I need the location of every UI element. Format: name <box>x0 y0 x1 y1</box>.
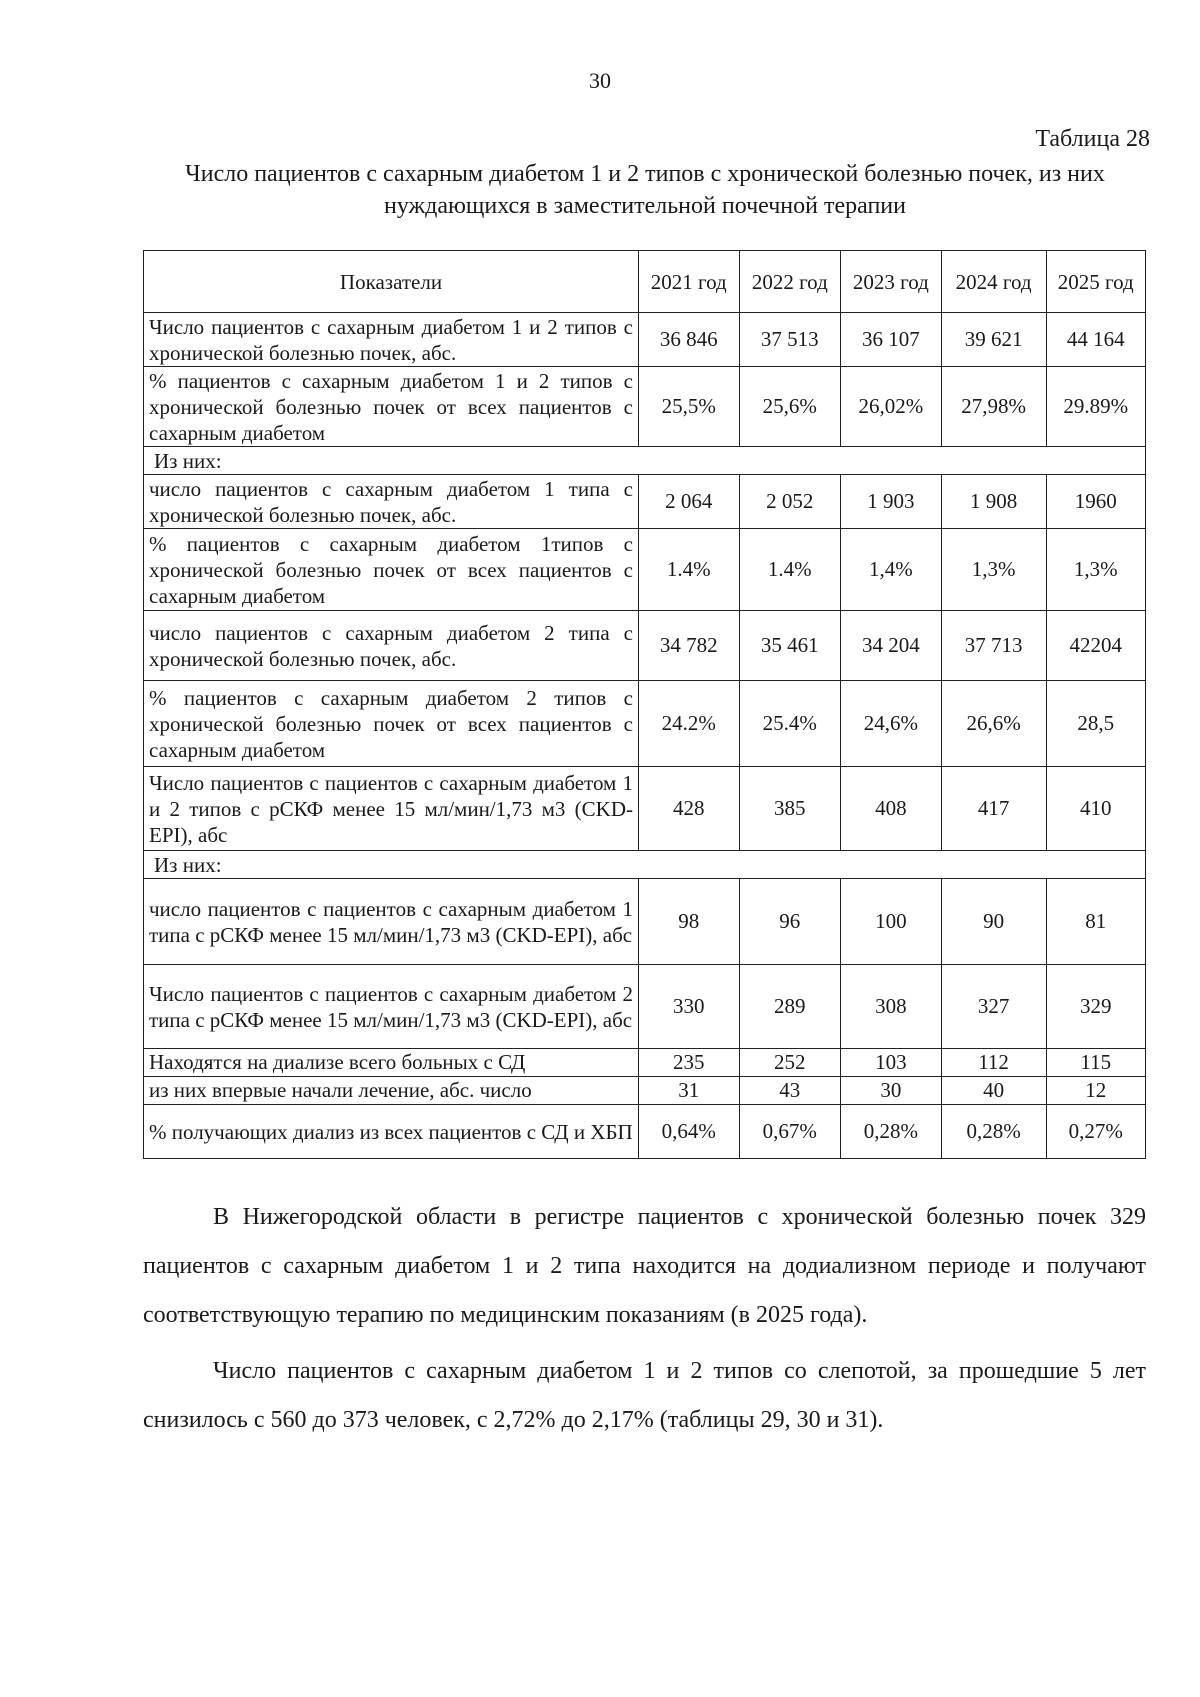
page-number: 30 <box>589 68 611 93</box>
row-value: 0,67% <box>739 1105 841 1159</box>
row-value: 252 <box>739 1049 841 1077</box>
row-label: число пациентов с сахарным диабетом 2 типа с хронической болезнью почек, абс. <box>144 611 639 681</box>
row-value: 36 846 <box>638 313 739 367</box>
header-year-2023: 2023 год <box>841 251 942 313</box>
table-row <box>144 313 1146 367</box>
row-value: 36 107 <box>841 313 942 367</box>
row-value: 34 782 <box>638 611 739 681</box>
row-value: 40 <box>941 1077 1046 1105</box>
row-value: 1,3% <box>941 529 1046 611</box>
row-value: 81 <box>1046 879 1145 965</box>
row-value: 96 <box>739 879 841 965</box>
row-label: число пациентов с сахарным диабетом 1 типа с хронической болезнью почек, абс. <box>144 475 639 529</box>
row-value: 98 <box>638 879 739 965</box>
row-value: 1.4% <box>638 529 739 611</box>
body-text <box>143 1193 1146 1452</box>
row-value: 12 <box>1046 1077 1145 1105</box>
row-value: 1 908 <box>941 475 1046 529</box>
table-row <box>144 367 1146 447</box>
row-value: 1.4% <box>739 529 841 611</box>
row-label: % пациентов с сахарным диабетом 1 и 2 типов с хронической болезнью почек от всех пациентов с сахарным диабетом <box>144 367 639 447</box>
table-row <box>144 475 1146 529</box>
row-value: 330 <box>638 965 739 1049</box>
row-value: 42204 <box>1046 611 1145 681</box>
row-value: 385 <box>739 767 841 851</box>
row-value: 103 <box>841 1049 942 1077</box>
row-value: 115 <box>1046 1049 1145 1077</box>
row-value: 39 621 <box>941 313 1046 367</box>
row-value: 37 713 <box>941 611 1046 681</box>
row-value: 0,28% <box>941 1105 1046 1159</box>
data-table <box>143 250 1146 1159</box>
table-title: Число пациентов с сахарным диабетом 1 и 2 типов с хронической болезнью почек, из них нуждающихся в заместительной почечной терапии <box>185 161 1105 219</box>
row-value: 428 <box>638 767 739 851</box>
table-row <box>144 965 1146 1049</box>
paragraph: Число пациентов с сахарным диабетом 1 и 2 типов со слепотой, за прошедшие 5 лет снизилось с 560 до 373 человек, с 2,72% до 2,17% (таблицы 29, 30 и 31). <box>143 1358 1146 1433</box>
header-label: Показатели <box>144 251 639 313</box>
row-value: 37 513 <box>739 313 841 367</box>
table-row <box>144 767 1146 851</box>
row-value: 112 <box>941 1049 1046 1077</box>
table-row <box>144 529 1146 611</box>
row-value: 2 052 <box>739 475 841 529</box>
row-value: 24,6% <box>841 681 942 767</box>
row-value: 100 <box>841 879 942 965</box>
row-label: Число пациентов с пациентов с сахарным диабетом 1 и 2 типов с рСКФ менее 15 мл/мин/1,73 м3 (CKD-EPI), абс <box>144 767 639 851</box>
row-value: 0,27% <box>1046 1105 1145 1159</box>
row-value: 0,28% <box>841 1105 942 1159</box>
row-value: 31 <box>638 1077 739 1105</box>
row-value: 25,6% <box>739 367 841 447</box>
row-value: 408 <box>841 767 942 851</box>
row-label: Находятся на диализе всего больных с СД <box>144 1049 639 1077</box>
row-value: 30 <box>841 1077 942 1105</box>
row-value: 29.89% <box>1046 367 1145 447</box>
row-value: 2 064 <box>638 475 739 529</box>
subheader-label: Из них: <box>144 851 1146 879</box>
table-row <box>144 1105 1146 1159</box>
row-label: число пациентов с пациентов с сахарным диабетом 1 типа с рСКФ менее 15 мл/мин/1,73 м3 (CKD-EPI), абс <box>144 879 639 965</box>
row-value: 35 461 <box>739 611 841 681</box>
row-label: из них впервые начали лечение, абс. число <box>144 1077 639 1105</box>
subheader-label: Из них: <box>144 447 1146 475</box>
row-value: 34 204 <box>841 611 942 681</box>
table-row <box>144 681 1146 767</box>
row-value: 289 <box>739 965 841 1049</box>
row-value: 235 <box>638 1049 739 1077</box>
row-value: 26,02% <box>841 367 942 447</box>
row-label: Число пациентов с сахарным диабетом 1 и 2 типов с хронической болезнью почек, абс. <box>144 313 639 367</box>
table-header-row <box>144 251 1146 313</box>
header-year-2022: 2022 год <box>739 251 841 313</box>
table-label: Таблица 28 <box>1035 126 1150 152</box>
row-value: 308 <box>841 965 942 1049</box>
row-value: 25,5% <box>638 367 739 447</box>
row-value: 1,3% <box>1046 529 1145 611</box>
header-year-2021: 2021 год <box>638 251 739 313</box>
row-value: 24.2% <box>638 681 739 767</box>
table-subheader-row <box>144 851 1146 879</box>
row-value: 28,5 <box>1046 681 1145 767</box>
header-year-2025: 2025 год <box>1046 251 1145 313</box>
row-label: % пациентов с сахарным диабетом 2 типов с хронической болезнью почек от всех пациентов с сахарным диабетом <box>144 681 639 767</box>
row-value: 90 <box>941 879 1046 965</box>
table-subheader-row <box>144 447 1146 475</box>
row-label: % получающих диализ из всех пациентов с СД и ХБП <box>144 1105 639 1159</box>
row-value: 410 <box>1046 767 1145 851</box>
table-row <box>144 1049 1146 1077</box>
row-value: 1,4% <box>841 529 942 611</box>
row-value: 417 <box>941 767 1046 851</box>
row-value: 25.4% <box>739 681 841 767</box>
row-value: 27,98% <box>941 367 1046 447</box>
header-year-2024: 2024 год <box>941 251 1046 313</box>
row-label: % пациентов с сахарным диабетом 1типов с хронической болезнью почек от всех пациентов с сахарным диабетом <box>144 529 639 611</box>
row-value: 0,64% <box>638 1105 739 1159</box>
row-value: 329 <box>1046 965 1145 1049</box>
row-value: 26,6% <box>941 681 1046 767</box>
row-value: 327 <box>941 965 1046 1049</box>
row-value: 43 <box>739 1077 841 1105</box>
table-row <box>144 1077 1146 1105</box>
row-value: 1960 <box>1046 475 1145 529</box>
row-label: Число пациентов с пациентов с сахарным диабетом 2 типа с рСКФ менее 15 мл/мин/1,73 м3 (CKD-EPI), абс <box>144 965 639 1049</box>
row-value: 1 903 <box>841 475 942 529</box>
table-row <box>144 879 1146 965</box>
table-row <box>144 611 1146 681</box>
paragraph: В Нижегородской области в регистре пациентов с хронической болезнью почек 329 пациентов с сахарным диабетом 1 и 2 типа находится на додиализном периоде и получают соответствующую терапию по медицинским показаниям (в 2025 года). <box>143 1204 1146 1328</box>
row-value: 44 164 <box>1046 313 1145 367</box>
